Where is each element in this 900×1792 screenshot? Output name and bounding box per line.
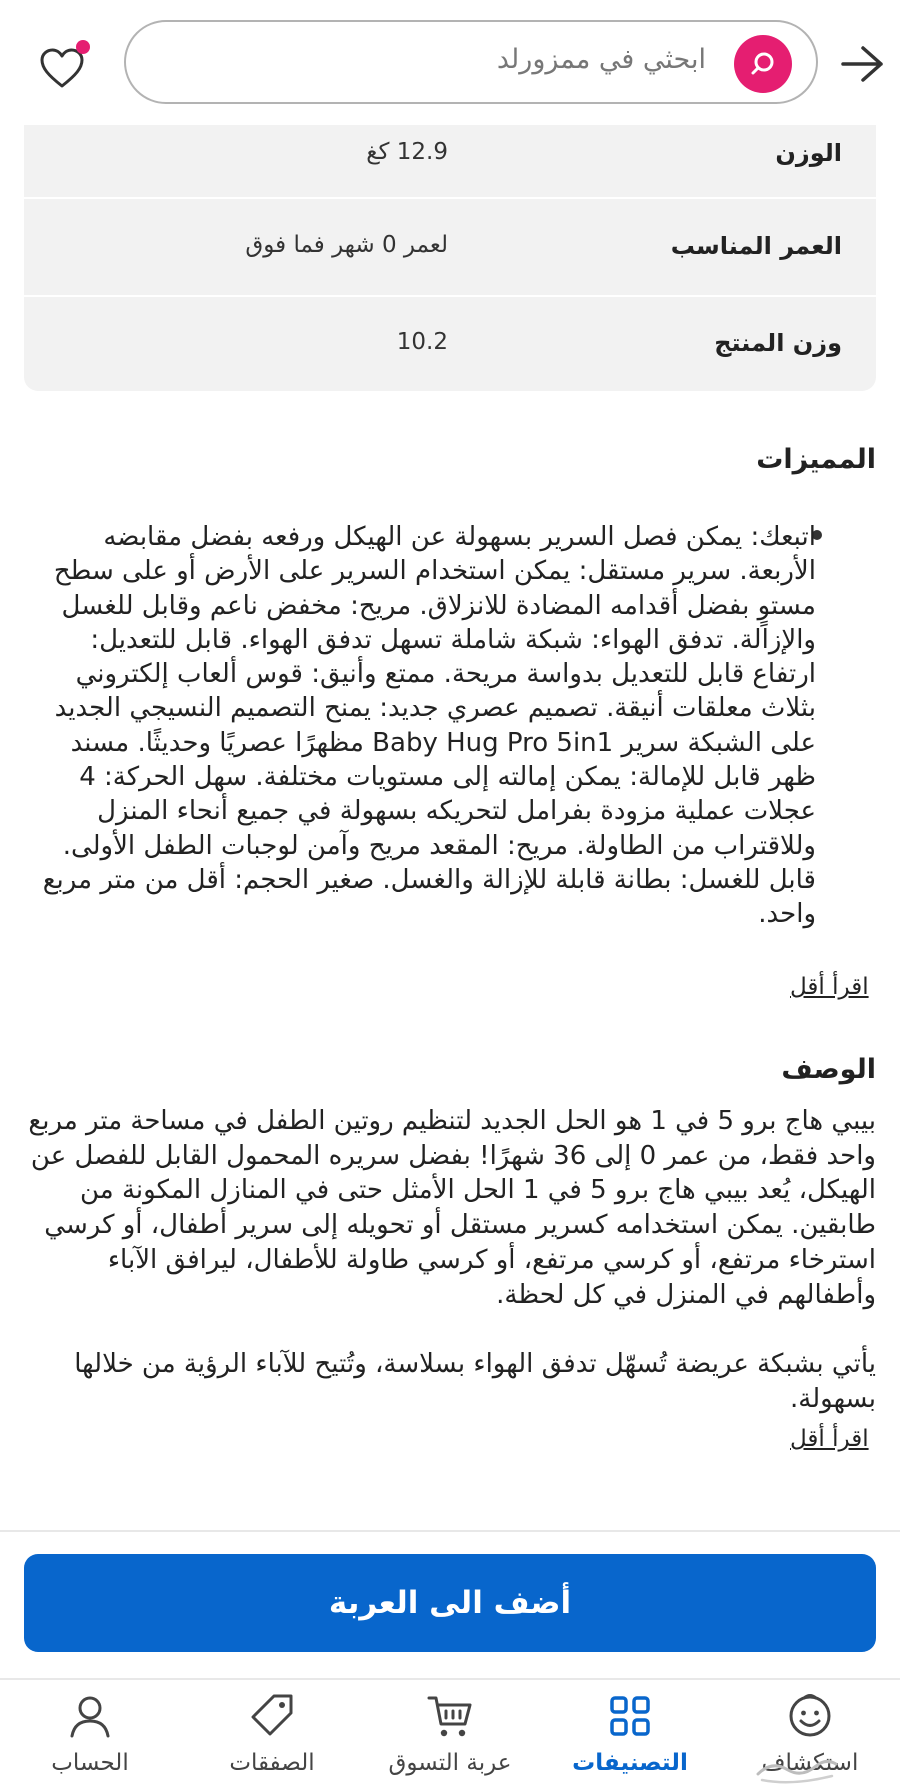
spec-row: [24, 297, 876, 391]
search-input[interactable]: [124, 20, 818, 104]
spec-label: الوزن: [775, 139, 842, 167]
cart-icon: [426, 1692, 474, 1740]
divider: [0, 1678, 900, 1680]
watermark-logo: [752, 1752, 842, 1786]
notification-dot: [76, 40, 90, 54]
tag-icon: [248, 1692, 296, 1740]
smiley-icon: [786, 1692, 834, 1740]
description-title: الوصف: [781, 1054, 876, 1085]
search-button[interactable]: [734, 35, 792, 93]
nav-deals[interactable]: [192, 1692, 352, 1784]
spec-value: لعمر 0 شهر فما فوق: [245, 232, 448, 258]
nav-categories[interactable]: [550, 1692, 710, 1784]
grid-icon: [606, 1692, 654, 1740]
search-icon: [749, 50, 777, 78]
features-text: اتبعك: يمكن فصل السرير بسهولة عن الهيكل ورفعه بفضل مقابضه الأربعة. سرير مستقل: يمكن استخدام السرير على الأرض أو على سطح مستوٍ بفضل أقدامه المضادة للانزلاق. مريح: مخفض ناعم وقابل للغسل والإزالة. تدفق الهواء: شبكة شاملة تسهل تدفق الهواء. قابل للتعديل: ارتفاع قابل للتعديل بدواسة مريحة. ممتع وأنيق: قوس ألعاب إلكتروني بثلاث معلقات أنيقة. تصميم عصري جديد: يمنح التصميم النسيجي الجديد على الشبكة سرير Baby Hug Pro 5in1 مظهرًا عصريًا وحديثًا. مسند ظهر قابل للإمالة: يمكن إمالته إلى مستويات مختلفة. سهل الحركة: 4 عجلات عملية مزودة بفرامل لتحريكه بسهولة في جميع أنحاء المنزل وللاقتراب من الطاولة. مريح: المقعد مريح وآمن لوجبات الطفل الأولى. قابل للغسل: بطانة قابلة للإزالة والغسل. صغير الحجم: أقل من متر مربع واحد.: [42, 522, 816, 930]
description-read-less-link[interactable]: اقرأ أقل: [790, 1426, 869, 1452]
back-arrow-icon: [839, 44, 885, 84]
back-button[interactable]: [836, 38, 888, 90]
top-bar: [0, 0, 900, 125]
add-to-cart-button[interactable]: أضف الى العربة: [24, 1554, 876, 1652]
features-read-less-link[interactable]: اقرأ أقل: [790, 974, 869, 1000]
spec-row: [24, 125, 876, 197]
description-text: [24, 1104, 876, 1417]
spec-label: العمر المناسب: [670, 232, 842, 260]
wishlist-button[interactable]: [38, 40, 94, 90]
nav-label: التصنيفات: [572, 1750, 688, 1776]
search-placeholder: ابحثي في ممزورلد: [496, 44, 706, 75]
spec-label: وزن المنتج: [714, 329, 842, 357]
nav-label: عربة التسوق: [388, 1750, 512, 1776]
nav-label: الصفقات: [229, 1750, 315, 1776]
spec-row: [24, 199, 876, 295]
spec-value: 10.2: [396, 329, 448, 355]
description-paragraph: بيبي هاج برو 5 في 1 هو الحل الجديد لتنظيم روتين الطفل في مساحة متر مربع واحد فقط، من عمر 0 إلى 36 شهرًا! بفضل سريره المحمول القابل للفصل عن الهيكل، يُعد بيبي هاج برو 5 في 1 الحل الأمثل حتى في المنازل المكونة من طابقين. يمكن استخدامه كسرير مستقل أو تحويله إلى سرير أطفال، أو كرسي استرخاء مرتفع، أو كرسي مرتفع، أو كرسي طاولة للأطفال، ليرافق الآباء وأطفالهم في المنزل في كل لحظة.: [28, 1106, 876, 1310]
specs-table: [24, 125, 876, 391]
features-title: المميزات: [756, 444, 876, 475]
nav-label: الحساب: [51, 1750, 129, 1776]
description-paragraph: يأتي بشبكة عريضة تُسهّل تدفق الهواء بسلاسة، وتُتيح للآباء الرؤية من خلالها بسهولة.: [74, 1349, 876, 1414]
nav-cart[interactable]: [370, 1692, 530, 1784]
divider: [0, 1530, 900, 1532]
nav-account[interactable]: [10, 1692, 170, 1784]
spec-value: 12.9 كغ: [366, 139, 448, 165]
person-icon: [66, 1692, 114, 1740]
nav-label: استكشاف: [761, 1750, 859, 1776]
